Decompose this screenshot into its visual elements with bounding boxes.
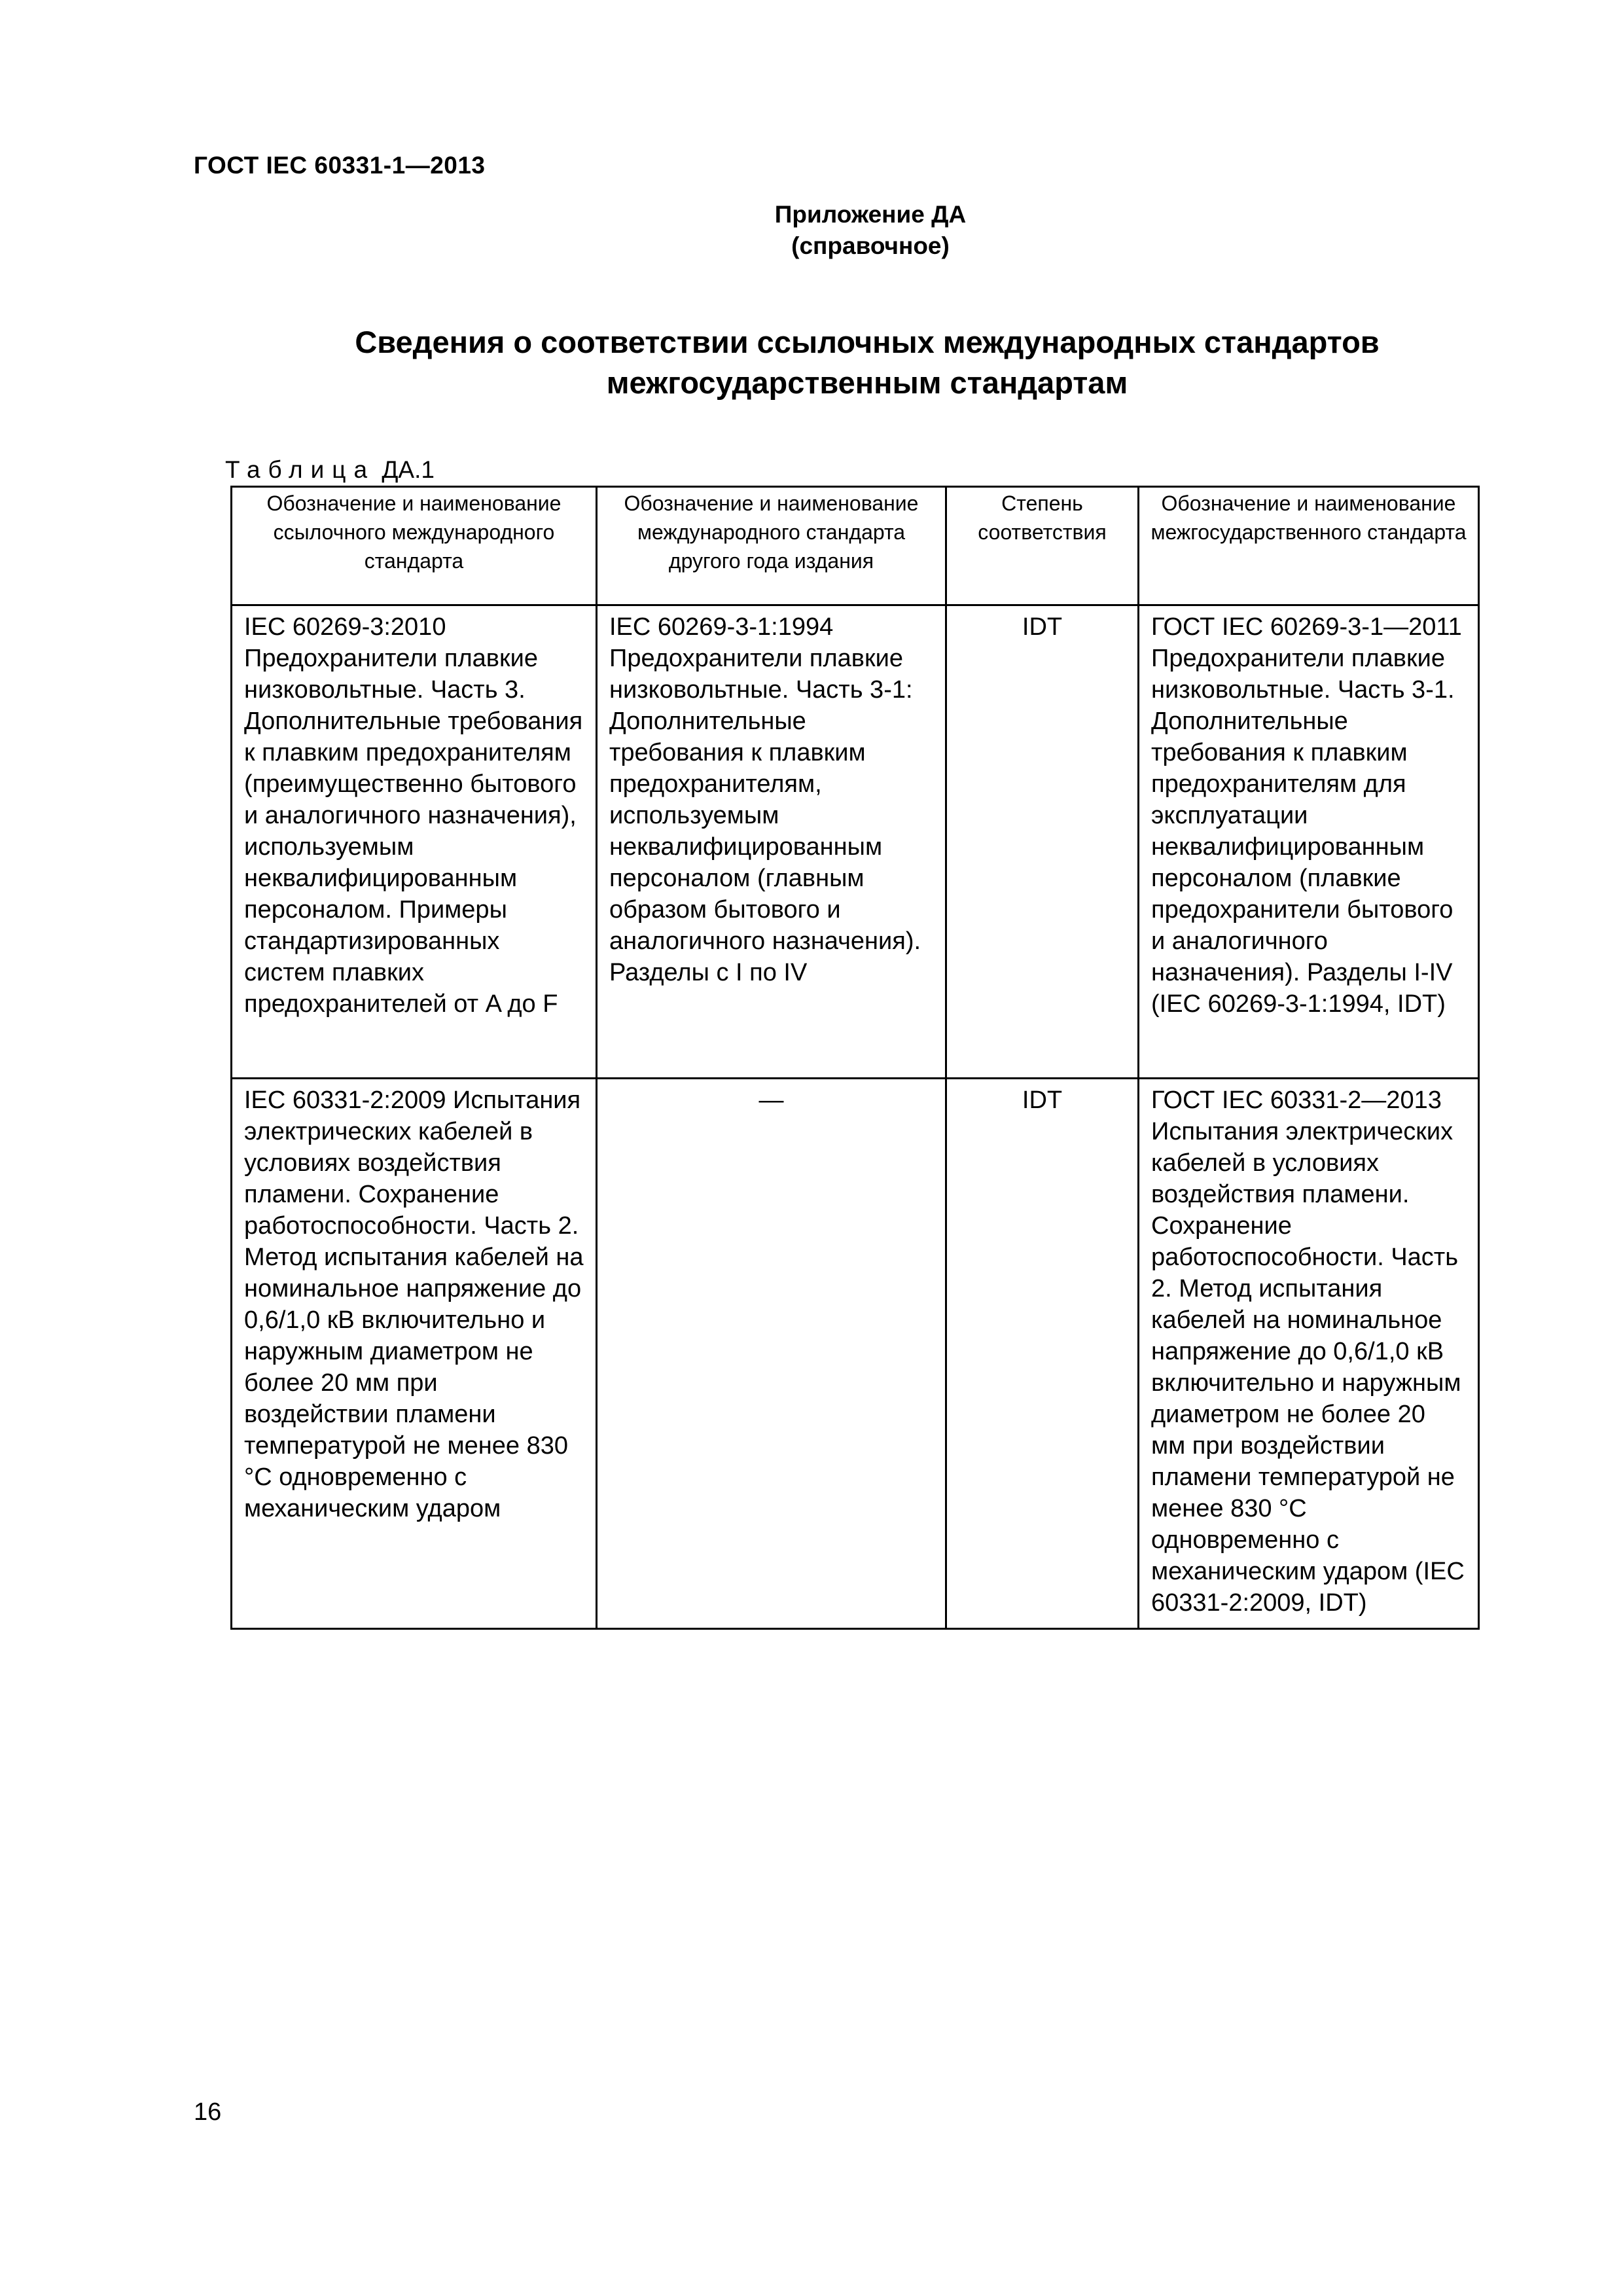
header-other-year-standard: Обозначение и наименование международного стандарта другого года издания [597, 487, 946, 605]
table-caption-word: Таблица [225, 456, 376, 483]
header-interstate-standard: Обозначение и наименование межгосударственного стандарта [1139, 487, 1479, 605]
cell-degree: IDT [946, 605, 1139, 1079]
cell-reference-standard: IEC 60269-3:2010 Предохранители плавкие низковольтные. Часть 3. Дополнительные требования к плавким предохранителям (преимущественно бытового и аналогичного назначения), используемым неквалифицированным персоналом. Примеры стандартизированных систем плавких предохранителей от A до F [232, 605, 597, 1079]
cell-reference-standard: IEC 60331-2:2009 Испытания электрических кабелей в условиях воздействия пламени. Сохранение работоспособности. Часть 2. Метод испытания кабелей на номинальное напряжение до 0,6/1,0 кВ включительно и наружным диаметром не более 20 мм при воздействии пламени температурой не менее 830 °С одновременно с механическим ударом [232, 1079, 597, 1629]
cell-interstate-standard: ГОСТ IEC 60269-3-1—2011 Предохранители плавкие низковольтные. Часть 3-1. Дополнительные требования к плавким предохранителям для эксплуатации неквалифицированным персоналом (плавкие предохранители бытового и аналогичного назначения). Разделы I-IV (IEC 60269-3-1:1994, IDT) [1139, 605, 1479, 1079]
table-row [232, 605, 1479, 1079]
annex-note: (справочное) [791, 232, 950, 259]
cell-degree: IDT [946, 1079, 1139, 1629]
page-title: Сведения о соответствии ссылочных международных стандартов межгосударственным стандартам [355, 325, 1380, 400]
document-id: ГОСТ IEC 60331-1—2013 [194, 152, 486, 179]
header-degree-of-correspondence: Степень соответствия [946, 487, 1139, 605]
header-reference-standard: Обозначение и наименование ссылочного международного стандарта [232, 487, 597, 605]
cell-interstate-standard: ГОСТ IEC 60331-2—2013 Испытания электрических кабелей в условиях воздействия пламени. Сохранение работоспособности. Часть 2. Метод испытания кабелей на номинальное напряжение до 0,6/1,0 кВ включительно и наружным диаметром не более 20 мм при воздействии пламени температурой не менее 830 °С одновременно с механическим ударом (IEC 60331-2:2009, IDT) [1139, 1079, 1479, 1629]
page-number: 16 [194, 2098, 222, 2126]
cell-other-year-standard: IEC 60269-3-1:1994 Предохранители плавкие низковольтные. Часть 3-1: Дополнительные требования к плавким предохранителям, используемым неквалифицированным персоналом (главным образом бытового и аналогичного назначения). Разделы с I по IV [597, 605, 946, 1079]
table-caption-number: ДА.1 [382, 456, 435, 483]
standards-table [230, 486, 1480, 1630]
table-row [232, 1079, 1479, 1629]
table-caption [225, 456, 435, 484]
table-header-row [232, 487, 1479, 605]
annex-title: Приложение ДА [774, 201, 967, 228]
cell-other-year-standard: — [597, 1079, 946, 1629]
